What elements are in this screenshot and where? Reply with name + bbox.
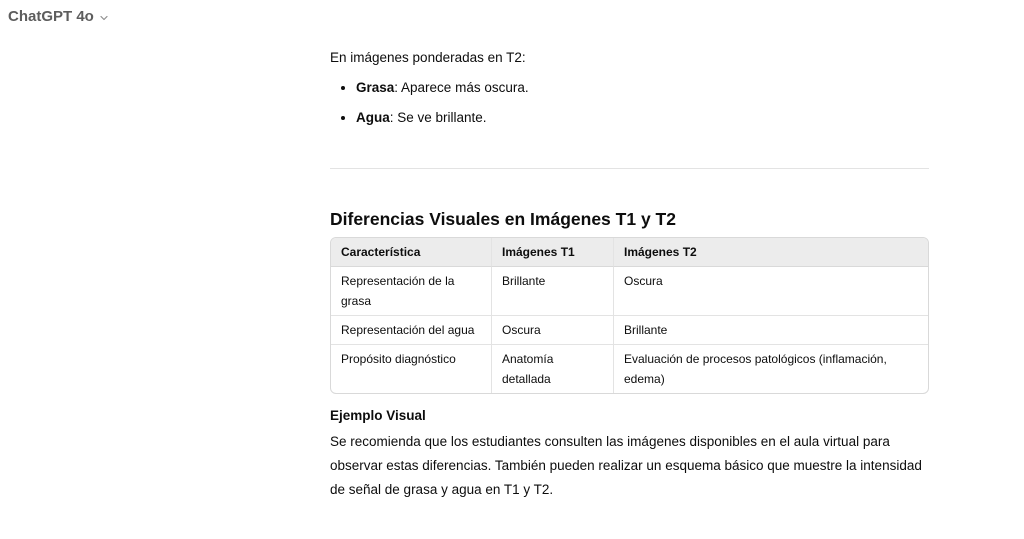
table-cell: Oscura [491, 316, 613, 345]
table-row [331, 316, 928, 345]
table-header-cell: Imágenes T2 [613, 238, 928, 267]
table-cell: Anatomía detallada [491, 345, 613, 393]
list-item-term: Grasa [356, 80, 395, 95]
table-cell: Evaluación de procesos patológicos (inflamación, edema) [613, 345, 928, 393]
example-title: Ejemplo Visual [330, 408, 426, 423]
chevron-down-icon [98, 12, 110, 24]
table-cell: Oscura [613, 267, 928, 316]
table-header-row [331, 238, 928, 267]
model-selector[interactable] [8, 8, 110, 25]
bullet-list [330, 76, 929, 130]
section-title: Diferencias Visuales en Imágenes T1 y T2 [330, 209, 676, 229]
table-cell: Representación de la grasa [331, 267, 491, 316]
assistant-message [330, 46, 929, 502]
list-item [356, 76, 929, 100]
list-item [356, 106, 929, 130]
table-header-cell: Imágenes T1 [491, 238, 613, 267]
list-item-term: Agua [356, 110, 390, 125]
table-cell: Brillante [491, 267, 613, 316]
table-cell: Propósito diagnóstico [341, 352, 456, 366]
table-cell: Brillante [613, 316, 928, 345]
comparison-table [330, 237, 929, 394]
table-header-cell: Característica [331, 238, 491, 267]
list-item-text: : Se ve brillante. [389, 110, 487, 125]
table-cell: Representación del agua [331, 316, 491, 345]
divider [330, 168, 929, 169]
table-row [331, 267, 928, 316]
example-text: Se recomienda que los estudiantes consulten las imágenes disponibles en el aula virtual para observar estas diferencias. También pueden realizar un esquema básico que muestre la intensidad de señal de grasa y agua en T1 y T2. [330, 434, 922, 497]
list-item-text: : Aparece más oscura. [394, 80, 529, 95]
table-row [331, 345, 928, 393]
intro-text: En imágenes ponderadas en T2: [330, 50, 526, 65]
model-name: ChatGPT 4o [8, 8, 94, 25]
